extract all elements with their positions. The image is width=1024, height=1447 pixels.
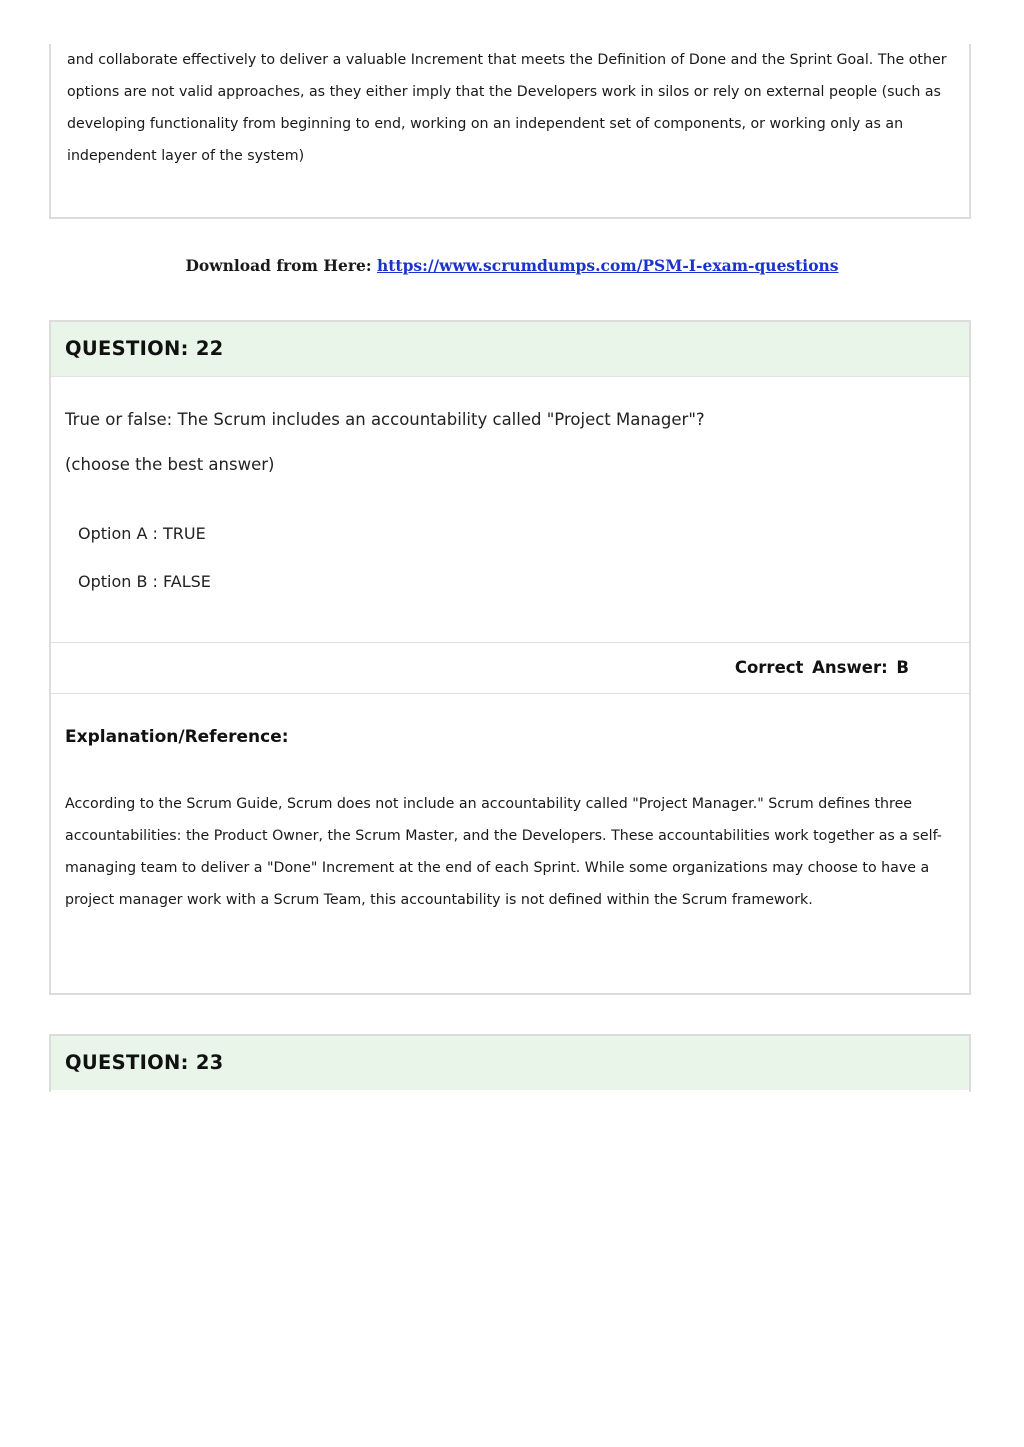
question-23-title: QUESTION: 23 bbox=[65, 1051, 224, 1074]
question-22-title: QUESTION: 22 bbox=[65, 337, 224, 360]
question-22-header bbox=[51, 322, 969, 377]
previous-question-explanation-box bbox=[49, 44, 971, 219]
correct-answer: Correct Answer: B bbox=[734, 658, 909, 677]
previous-explanation-text: and collaborate effectively to deliver a valuable Increment that meets the Definition of Done and the Sprint Goal. The other options are not valid approaches, as they either imply that the Developers work in silos or rely on external people (such as developing functionality from beginning to end, working on an independent set of components, or working only as an independent layer of the system) bbox=[67, 52, 947, 164]
question-22-stem: True or false: The Scrum includes an accountability called "Project Manager"? bbox=[65, 410, 705, 429]
option-b: Option B : FALSE bbox=[78, 572, 211, 591]
question-23-card bbox=[49, 1034, 971, 1092]
explanation-text: According to the Scrum Guide, Scrum does not include an accountability called "Project Manager." Scrum defines three accountabilities: the Product Owner, the Scrum Master, and the Developers. These accountabilities work together as a self-managing team to deliver a "Done" Increment at the end of each Sprint. While some organizations may choose to have a project manager work with a Scrum Team, this accountability is not defined within the Scrum framework. bbox=[65, 796, 942, 908]
download-line bbox=[0, 256, 1024, 275]
question-22-card bbox=[49, 320, 971, 995]
download-link[interactable]: https://www.scrumdumps.com/PSM-I-exam-questions bbox=[376, 256, 839, 275]
question-23-header bbox=[51, 1036, 969, 1090]
question-22-hint: (choose the best answer) bbox=[65, 455, 275, 474]
answer-divider-top bbox=[51, 642, 969, 643]
option-a: Option A : TRUE bbox=[78, 524, 206, 543]
download-label: Download from Here: bbox=[185, 256, 372, 275]
explanation-heading: Explanation/Reference: bbox=[65, 727, 289, 747]
answer-divider-bottom bbox=[51, 693, 969, 694]
